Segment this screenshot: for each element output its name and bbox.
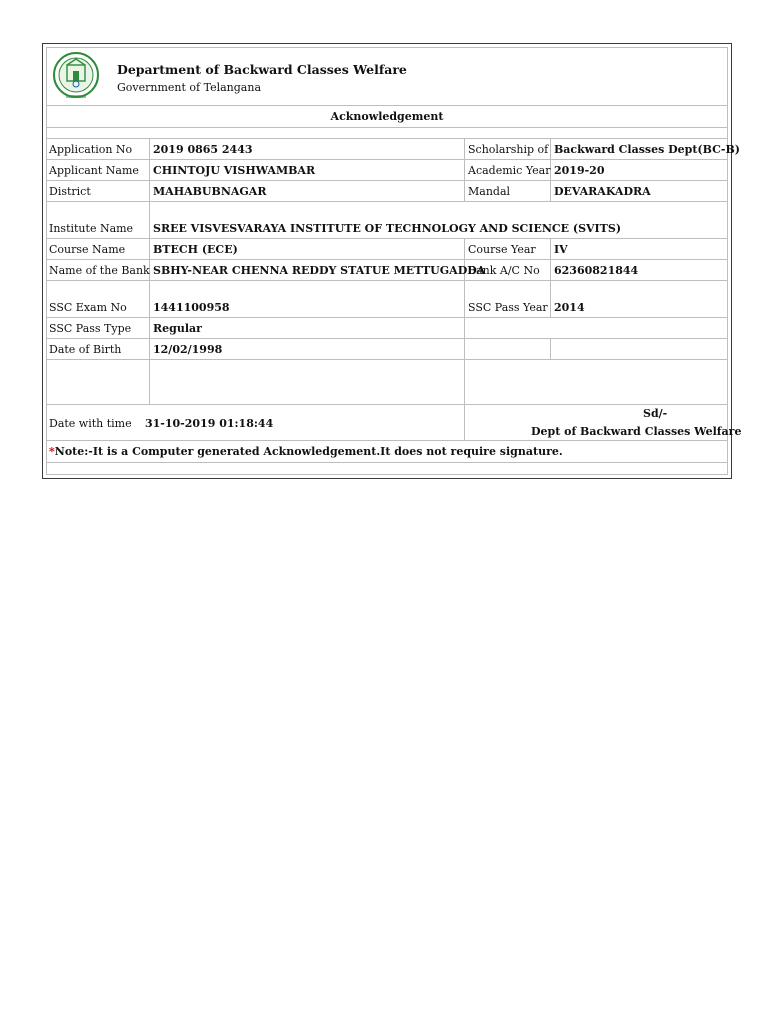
department-title: Department of Backward Classes Welfare (117, 62, 407, 77)
bank-ac-value: 62360821844 (554, 264, 639, 277)
dob-label: Date of Birth (49, 343, 122, 356)
course-year-value: IV (554, 243, 568, 256)
note-asterisk: * (49, 445, 55, 458)
applicant-name-label: Applicant Name (49, 164, 139, 177)
institute-name-label: Institute Name (49, 222, 134, 235)
date-with-time-value: 31-10-2019 01:18:44 (145, 417, 274, 430)
institute-name-value: SREE VISVESVARAYA INSTITUTE OF TECHNOLOGY AND SCIENCE (SVITS) (153, 222, 622, 235)
course-name-label: Course Name (49, 243, 126, 256)
acknowledgement-table (46, 47, 742, 475)
date-with-time-label: Date with time (49, 417, 132, 430)
telangana-emblem-icon (52, 51, 100, 101)
acknowledgement-heading: Acknowledgement (330, 110, 444, 123)
government-subtitle: Government of Telangana (117, 81, 262, 94)
acknowledgement-frame (42, 43, 742, 479)
application-no-value: 2019 0865 2443 (153, 143, 253, 156)
academic-year-label: Academic Year (468, 164, 551, 177)
bank-name-value: SBHY-NEAR CHENNA REDDY STATUE METTUGADDA (153, 264, 486, 277)
signatory-label: Dept of Backward Classes Welfare (531, 425, 742, 438)
applicant-name-value: CHINTOJU VISHWAMBAR (153, 164, 316, 177)
ssc-pass-year-label: SSC Pass Year (468, 301, 548, 314)
bank-name-label: Name of the Bank (49, 264, 150, 277)
course-year-label: Course Year (468, 243, 536, 256)
ssc-pass-type-value: Regular (153, 322, 202, 335)
application-no-label: Application No (49, 143, 133, 156)
note-text: Note:-It is a Computer generated Acknowledgement.It does not require signature. (54, 445, 563, 458)
ssc-pass-type-label: SSC Pass Type (49, 322, 132, 335)
ssc-exam-no-label: SSC Exam No (49, 301, 127, 314)
bank-ac-label: Bank A/C No (468, 264, 540, 277)
dob-value: 12/02/1998 (153, 343, 223, 356)
computer-generated-note (49, 445, 563, 459)
ssc-exam-no-value: 1441100958 (153, 301, 230, 314)
course-name-value: BTECH (ECE) (153, 243, 238, 256)
scholarship-label: Scholarship of (468, 143, 549, 156)
academic-year-value: 2019-20 (554, 164, 605, 177)
sd-mark: Sd/- (643, 407, 668, 420)
ssc-pass-year-value: 2014 (554, 301, 585, 314)
mandal-label: Mandal (468, 185, 511, 198)
mandal-value: DEVARAKADRA (554, 185, 651, 198)
scholarship-value: Backward Classes Dept(BC-B) (554, 143, 740, 156)
district-value: MAHABUBNAGAR (153, 185, 267, 198)
district-label: District (49, 185, 91, 198)
